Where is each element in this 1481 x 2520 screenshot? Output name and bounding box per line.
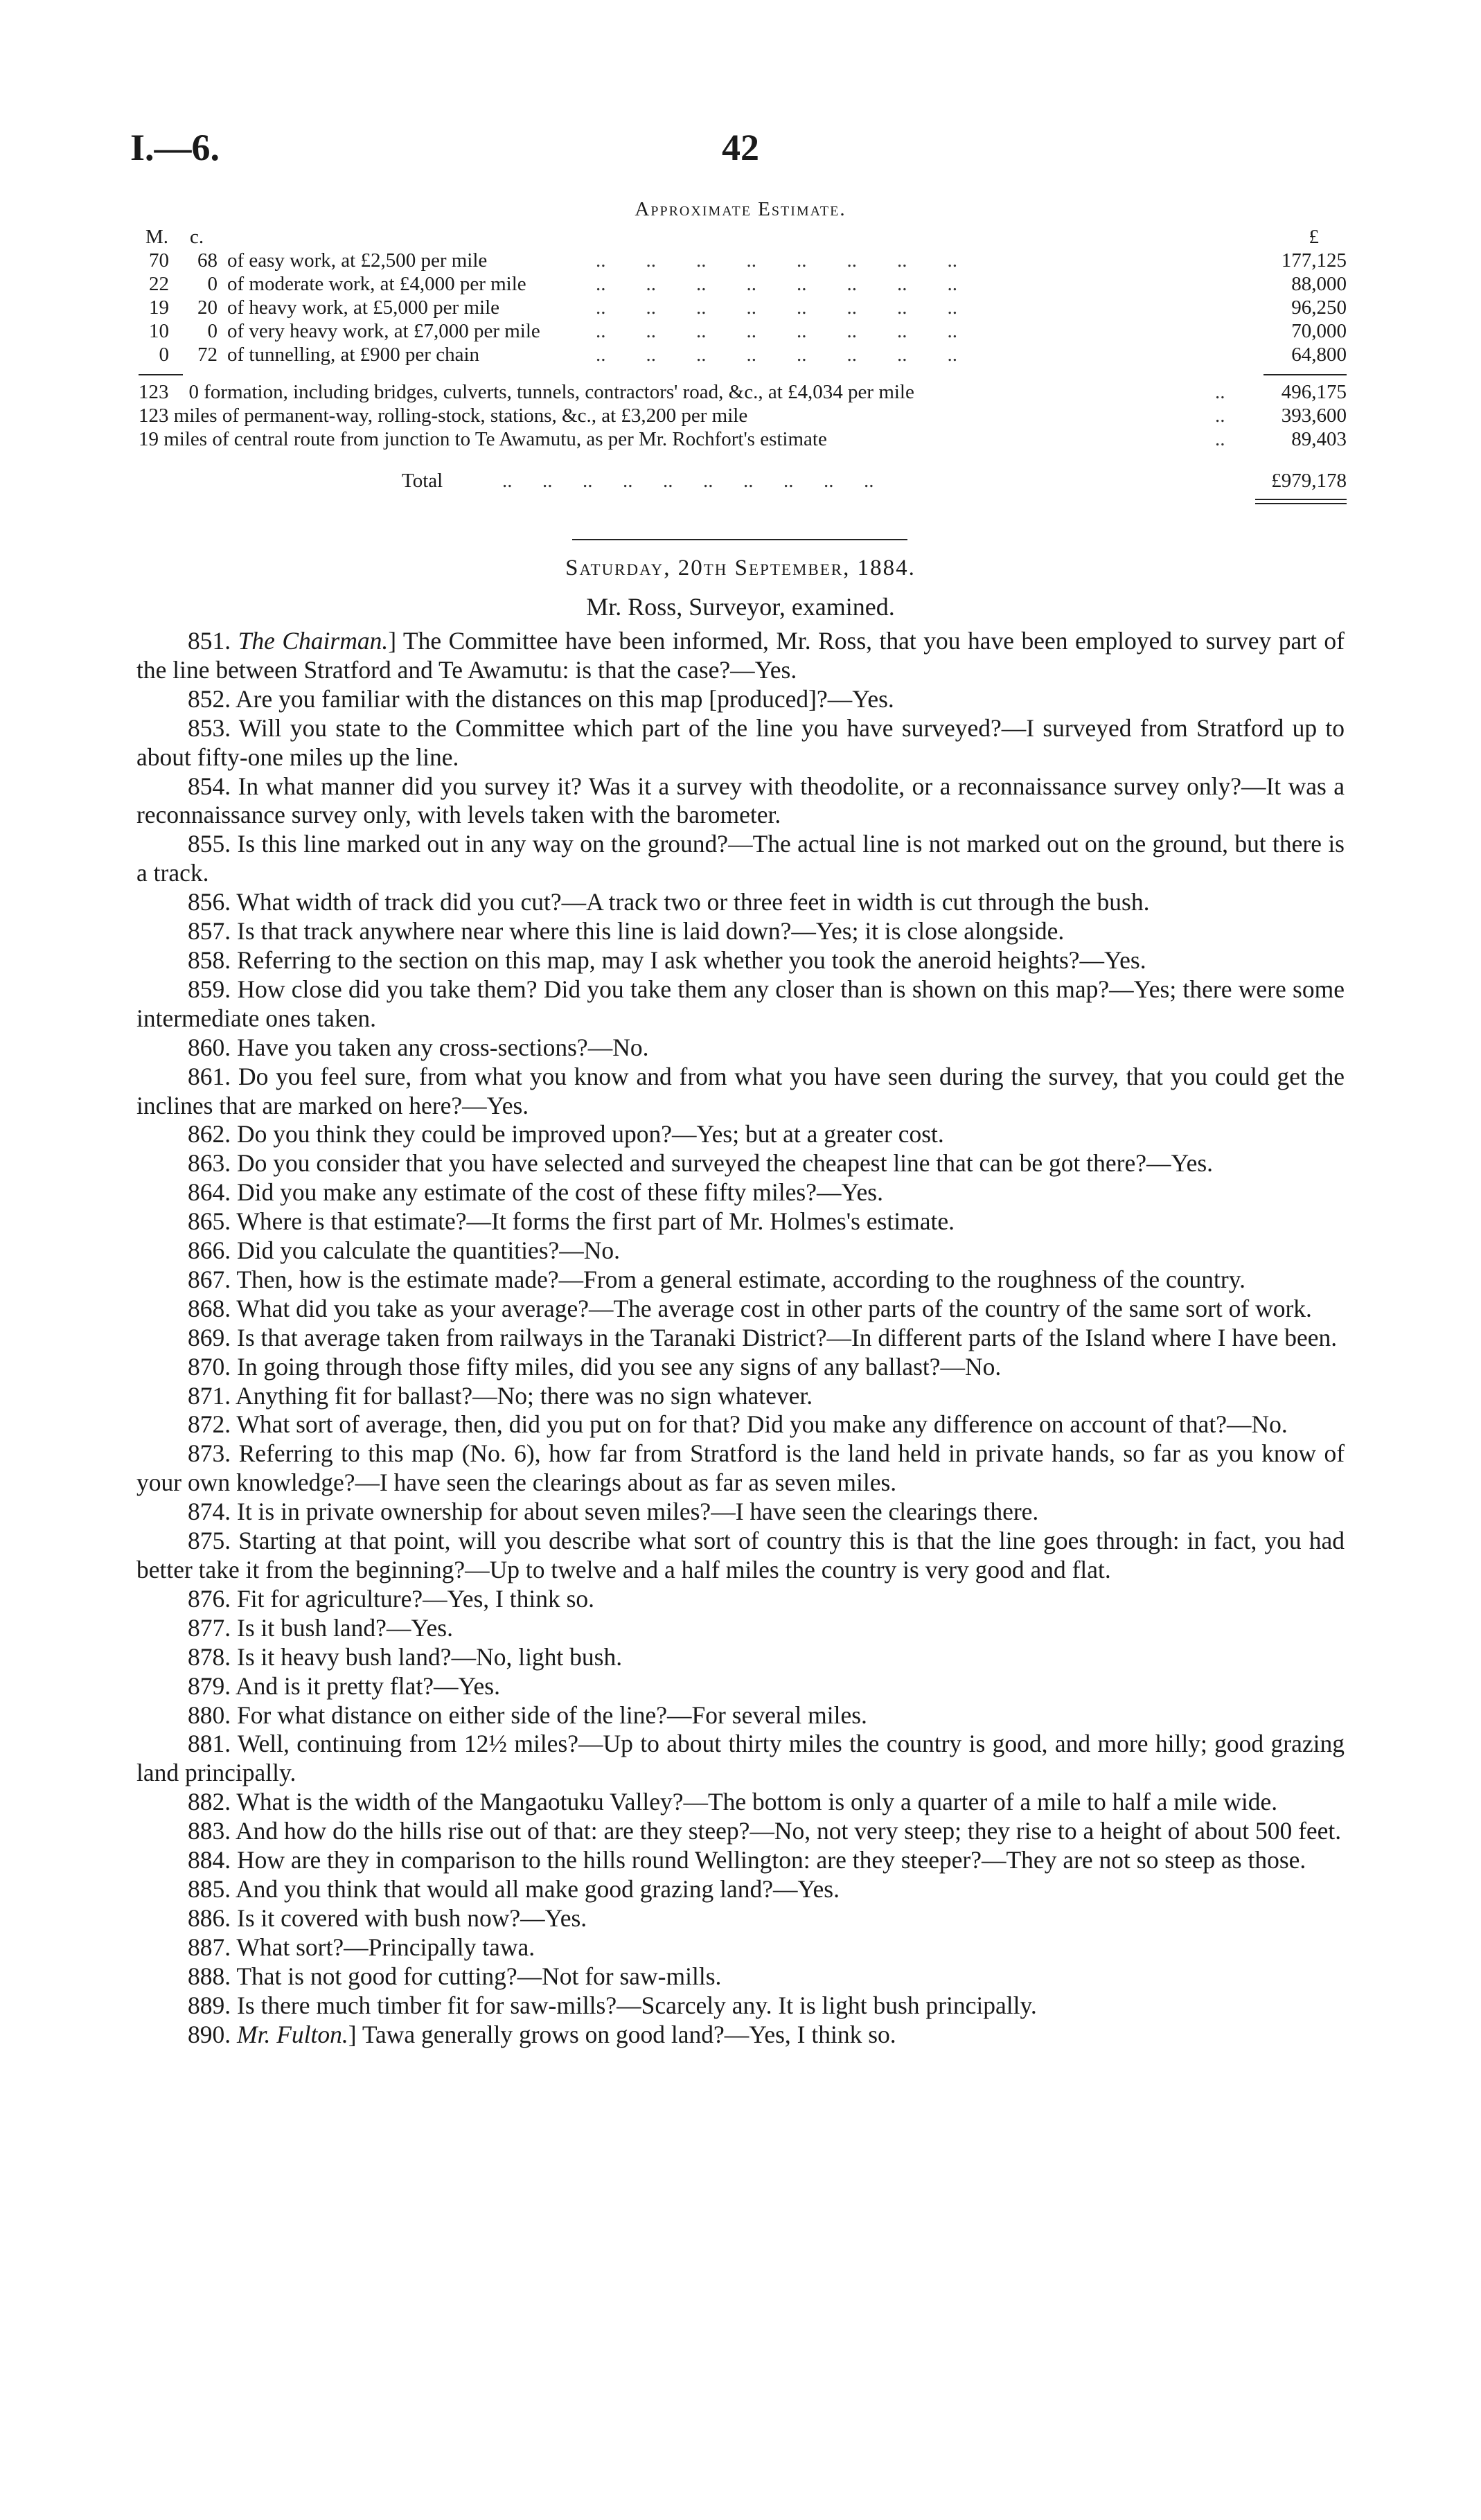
document-reference: I.—6. — [130, 127, 220, 168]
total-double-rule-1 — [1255, 499, 1347, 500]
question-number: 885. — [188, 1874, 231, 1903]
question-paragraph — [136, 917, 1345, 946]
question-paragraph — [136, 1063, 1345, 1121]
estimate-description: of moderate work, at £4,000 per mile — [227, 273, 526, 295]
question-paragraph: 851. The Chairman.] The Committee have been informed, Mr. Ross, that you have been employed to survey part of the line between Stratford and Te Awamutu: is that the case?—Yes. — [136, 627, 1345, 684]
question-number: 884. — [188, 1846, 231, 1874]
question-text: Tawa generally grows on good land?—Yes, I think so. — [362, 2020, 896, 2048]
estimate-amount: 70,000 — [1291, 320, 1347, 342]
question-text: How are they in comparison to the hills round Wellington: are they steeper?—They are not so steep as those. — [237, 1846, 1306, 1874]
subtotal-rule-left — [139, 374, 183, 375]
question-number: 881. — [188, 1730, 231, 1758]
question-paragraph — [136, 1353, 1345, 1382]
total-amount: £979,178 — [1271, 470, 1347, 492]
question-number: 874. — [188, 1498, 231, 1526]
estimate-chains: 20 — [197, 296, 218, 319]
question-paragraph — [136, 772, 1345, 831]
question-number: 889. — [188, 1991, 231, 2019]
estimate-amount: 88,000 — [1291, 273, 1347, 295]
question-text: And you think that would all make good grazing land?—Yes. — [236, 1874, 840, 1903]
question-number: 854. — [188, 772, 231, 800]
question-number: 855. — [188, 830, 231, 858]
estimate-row — [139, 344, 1347, 367]
question-paragraph — [136, 1324, 1345, 1353]
question-text: Is it covered with bush now?—Yes. — [237, 1904, 587, 1932]
subtotal-rule-right — [1263, 374, 1347, 375]
total-label: Total — [402, 470, 443, 492]
question-text: Fit for agriculture?—Yes, I think so. — [237, 1584, 595, 1613]
question-text: What sort of average, then, did you put on for that? Did you make any difference on account of that?—No. — [236, 1410, 1288, 1439]
estimate-description: of heavy work, at £5,000 per mile — [227, 296, 500, 319]
question-number: 869. — [188, 1323, 231, 1351]
estimate-miles: 70 — [149, 249, 169, 272]
question-number: 865. — [188, 1207, 231, 1236]
question-number: 858. — [188, 946, 231, 974]
estimate-amount: 96,250 — [1291, 296, 1347, 319]
question-paragraph — [136, 1962, 1345, 1991]
question-number: 886. — [188, 1904, 231, 1932]
question-paragraph — [136, 1498, 1345, 1527]
col-currency-header: £ — [1309, 226, 1319, 248]
estimate-row — [139, 273, 1347, 296]
question-text: The Committee have been informed, Mr. Ross, that you have been employed to survey part of the line between Stratford and Te Awamutu: is that the case?—Yes. — [136, 627, 1345, 684]
question-text: Are you familiar with the distances on this map [produced]?—Yes. — [236, 684, 894, 713]
estimate-summary-description: 19 miles of central route from junction to Te Awamutu, as per Mr. Rochfort's estimate — [139, 428, 827, 450]
question-text: Well, continuing from 12½ miles?—Up to about thirty miles the country is good, and more hilly; good grazing land principally. — [136, 1730, 1345, 1787]
estimate-summary-description: 123 miles of permanent-way, rolling-stock, stations, &c., at £3,200 per mile — [139, 405, 748, 427]
question-paragraph — [136, 1266, 1345, 1295]
question-paragraph — [136, 1933, 1345, 1962]
question-paragraph — [136, 1817, 1345, 1846]
estimate-summary-row — [139, 381, 1347, 405]
question-number: 883. — [188, 1817, 231, 1845]
question-text: Referring to the section on this map, may I ask whether you took the aneroid heights?—Yes. — [237, 946, 1146, 974]
estimate-description: of very heavy work, at £7,000 per mile — [227, 320, 540, 342]
witness-heading: Mr. Ross, Surveyor, examined. — [586, 593, 895, 621]
question-paragraph — [136, 1701, 1345, 1730]
question-text: Is this line marked out in any way on the ground?—The actual line is not marked out on the ground, but there is a track. — [136, 830, 1345, 887]
question-number: 853. — [188, 713, 231, 742]
estimate-summary-row — [139, 428, 1347, 452]
leader-dots: .. .. .. .. .. .. .. .. — [596, 249, 957, 272]
question-number: 867. — [188, 1265, 231, 1293]
question-paragraph — [136, 1991, 1345, 2021]
estimate-row — [139, 249, 1347, 273]
leader-dots: .. .. .. .. .. .. .. .. — [596, 344, 957, 366]
question-text: That is not good for cutting?—Not for saw-mills. — [236, 1962, 722, 1990]
question-number: 872. — [188, 1410, 231, 1439]
question-number: 860. — [188, 1033, 231, 1061]
question-number: 890. — [188, 2020, 231, 2048]
estimate-summary-amount: 89,403 — [1291, 428, 1347, 450]
question-number: 862. — [188, 1120, 231, 1148]
question-text: What sort?—Principally tawa. — [236, 1933, 535, 1961]
question-number: 880. — [188, 1701, 231, 1729]
col-chains-header: c. — [190, 226, 204, 248]
question-number: 878. — [188, 1642, 231, 1671]
estimate-description: of easy work, at £2,500 per mile — [227, 249, 488, 272]
question-text: Have you taken any cross-sections?—No. — [237, 1033, 649, 1061]
estimate-chains: 68 — [197, 249, 218, 272]
question-text: And is it pretty flat?—Yes. — [236, 1671, 500, 1700]
question-text: In what manner did you survey it? Was it a survey with theodolite, or a reconnaissance survey only?—It was a reconnaissance survey only, with levels taken with the barometer. — [136, 772, 1345, 829]
question-paragraph: 890. Mr. Fulton.] Tawa generally grows on good land?—Yes, I think so. — [188, 2020, 896, 2048]
estimate-header-row — [139, 226, 1347, 249]
question-paragraph — [136, 1295, 1345, 1324]
leader-dots: .. .. .. .. .. .. .. .. — [596, 320, 957, 342]
estimate-summary-amount: 496,175 — [1281, 381, 1347, 403]
question-text: Is it bush land?—Yes. — [237, 1613, 453, 1642]
question-number: 863. — [188, 1149, 231, 1178]
question-text: And how do the hills rise out of that: are they steep?—No, not very steep; they rise to a height of about 500 feet. — [236, 1817, 1342, 1845]
question-text: For what distance on either side of the line?—For several miles. — [237, 1701, 867, 1729]
page-number: 42 — [722, 127, 759, 168]
estimate-title: Approximate Estimate. — [635, 198, 846, 220]
estimate-miles: 0 — [159, 344, 169, 366]
question-text: It is in private ownership for about seven miles?—I have seen the clearings there. — [237, 1498, 1039, 1526]
question-text: Will you state to the Committee which part of the line you have surveyed?—I surveyed from Stratford up to about fifty-one miles up the line. — [136, 713, 1345, 771]
estimate-miles: 10 — [149, 320, 169, 342]
estimate-chains: 0 — [207, 273, 218, 295]
question-text: What is the width of the Mangaotuku Valley?—The bottom is only a quarter of a mile to half a mile wide. — [236, 1788, 1278, 1816]
question-number: 852. — [188, 684, 231, 713]
estimate-row — [139, 296, 1347, 320]
total-leader-dots: .. .. .. .. .. .. .. .. .. .. — [502, 470, 874, 492]
question-number: 870. — [188, 1352, 231, 1381]
question-text: What width of track did you cut?—A track two or three feet in width is cut through the bush. — [236, 888, 1150, 916]
leader-dots: .. .. .. .. .. .. .. .. — [596, 273, 957, 295]
estimate-summary-description: 123 0 formation, including bridges, culverts, tunnels, contractors' road, &c., at £4,034 per mile — [139, 381, 914, 403]
question-text: Is there much timber fit for saw-mills?—Scarcely any. It is light bush principally. — [237, 1991, 1037, 2019]
question-text: In going through those fifty miles, did you see any signs of any ballast?—No. — [237, 1352, 1002, 1381]
question-paragraph — [136, 1033, 1345, 1063]
question-number: 887. — [188, 1933, 231, 1961]
question-paragraph — [136, 946, 1345, 975]
question-paragraph — [136, 714, 1345, 772]
question-text: Is that average taken from railways in the Taranaki District?—In different parts of the Island where I have been. — [237, 1323, 1338, 1351]
question-text: Did you calculate the quantities?—No. — [237, 1236, 621, 1265]
question-paragraph — [136, 1614, 1345, 1643]
estimate-summary-row — [139, 405, 1347, 428]
question-number: 851. — [188, 627, 231, 655]
question-text: Is that track anywhere near where this line is laid down?—Yes; it is close alongside. — [237, 917, 1065, 946]
estimate-table — [139, 226, 1347, 517]
question-number: 871. — [188, 1381, 231, 1410]
question-text: Do you think they could be improved upon?—Yes; but at a greater cost. — [237, 1120, 944, 1148]
question-number: 866. — [188, 1236, 231, 1265]
question-paragraph — [136, 1585, 1345, 1614]
question-paragraph — [136, 1236, 1345, 1266]
leader-dots: .. — [1215, 381, 1225, 403]
question-paragraph — [136, 1527, 1345, 1585]
question-paragraph — [136, 1382, 1345, 1411]
total-double-rule-2 — [1255, 503, 1347, 504]
question-paragraph — [136, 830, 1345, 888]
question-number: 882. — [188, 1788, 231, 1816]
question-text: How close did you take them? Did you take them any closer than is shown on this map?—Yes; there were some intermediate ones taken. — [136, 975, 1345, 1032]
question-paragraph — [136, 1643, 1345, 1672]
col-miles-header: M. — [145, 226, 169, 248]
estimate-amount: 64,800 — [1291, 344, 1347, 366]
question-text: Where is that estimate?—It forms the first part of Mr. Holmes's estimate. — [236, 1207, 955, 1236]
speaker-name: Mr. Fulton. — [237, 2020, 348, 2048]
question-text: Do you consider that you have selected and surveyed the cheapest line that can be got there?—Yes. — [237, 1149, 1214, 1178]
sitting-date: Saturday, 20th September, 1884. — [565, 556, 916, 580]
estimate-chains: 0 — [207, 320, 218, 342]
estimate-row — [139, 320, 1347, 344]
question-number: 864. — [188, 1178, 231, 1207]
estimate-miles: 19 — [149, 296, 169, 319]
speaker-name: The Chairman. — [238, 627, 389, 655]
question-number: 856. — [188, 888, 231, 916]
question-number: 857. — [188, 917, 231, 946]
estimate-amount: 177,125 — [1281, 249, 1347, 272]
leader-dots: .. .. .. .. .. .. .. .. — [596, 296, 957, 319]
question-text: Did you make any estimate of the cost of these fifty miles?—Yes. — [237, 1178, 884, 1207]
question-number: 868. — [188, 1294, 231, 1322]
question-text: Do you feel sure, from what you know and from what you have seen during the survey, that you could get the inclines that are marked on here?—Yes. — [136, 1062, 1345, 1119]
estimate-summary-amount: 393,600 — [1281, 405, 1347, 427]
question-paragraph — [136, 1730, 1345, 1788]
question-number: 873. — [188, 1439, 231, 1468]
question-text: Starting at that point, will you describe what sort of country this is that the line goes through: in fact, you had better take it from the beginning?—Up to twelve and a half miles the country is very good and flat. — [136, 1527, 1345, 1583]
question-paragraph — [136, 1178, 1345, 1207]
question-text: Referring to this map (No. 6), how far from Stratford is the land held in private hands, so far as you know of your own knowledge?—I have seen the clearings about as far as seven miles. — [136, 1439, 1345, 1497]
question-number: 875. — [188, 1527, 231, 1555]
question-number: 888. — [188, 1962, 231, 1990]
estimate-chains: 72 — [197, 344, 218, 366]
question-paragraph — [136, 1672, 1345, 1701]
question-text: Anything fit for ballast?—No; there was no sign whatever. — [236, 1381, 813, 1410]
section-divider — [572, 539, 907, 540]
question-paragraph — [136, 1410, 1345, 1439]
question-paragraph — [136, 1846, 1345, 1875]
leader-dots: .. — [1215, 405, 1225, 427]
question-paragraph — [136, 1207, 1345, 1236]
evidence-body — [136, 627, 1345, 2049]
question-number: 877. — [188, 1613, 231, 1642]
question-paragraph — [136, 1149, 1345, 1178]
question-text: What did you take as your average?—The average cost in other parts of the country of the same sort of work. — [236, 1294, 1312, 1322]
leader-dots: .. — [1215, 428, 1225, 450]
estimate-description: of tunnelling, at £900 per chain — [227, 344, 480, 366]
question-paragraph — [136, 1120, 1345, 1149]
estimate-miles: 22 — [149, 273, 169, 295]
question-paragraph — [136, 888, 1345, 917]
question-paragraph — [136, 975, 1345, 1033]
question-paragraph — [136, 685, 1345, 714]
question-text: Then, how is the estimate made?—From a general estimate, according to the roughness of the country. — [236, 1265, 1246, 1293]
question-number: 859. — [188, 975, 231, 1003]
question-number: 879. — [188, 1671, 231, 1700]
question-number: 861. — [188, 1062, 231, 1090]
question-paragraph — [136, 1788, 1345, 1817]
estimate-total-row — [139, 470, 1347, 493]
question-text: Is it heavy bush land?—No, light bush. — [237, 1642, 623, 1671]
question-number: 876. — [188, 1584, 231, 1613]
question-paragraph — [136, 1875, 1345, 1904]
question-paragraph — [136, 1904, 1345, 1933]
question-paragraph — [136, 1439, 1345, 1498]
